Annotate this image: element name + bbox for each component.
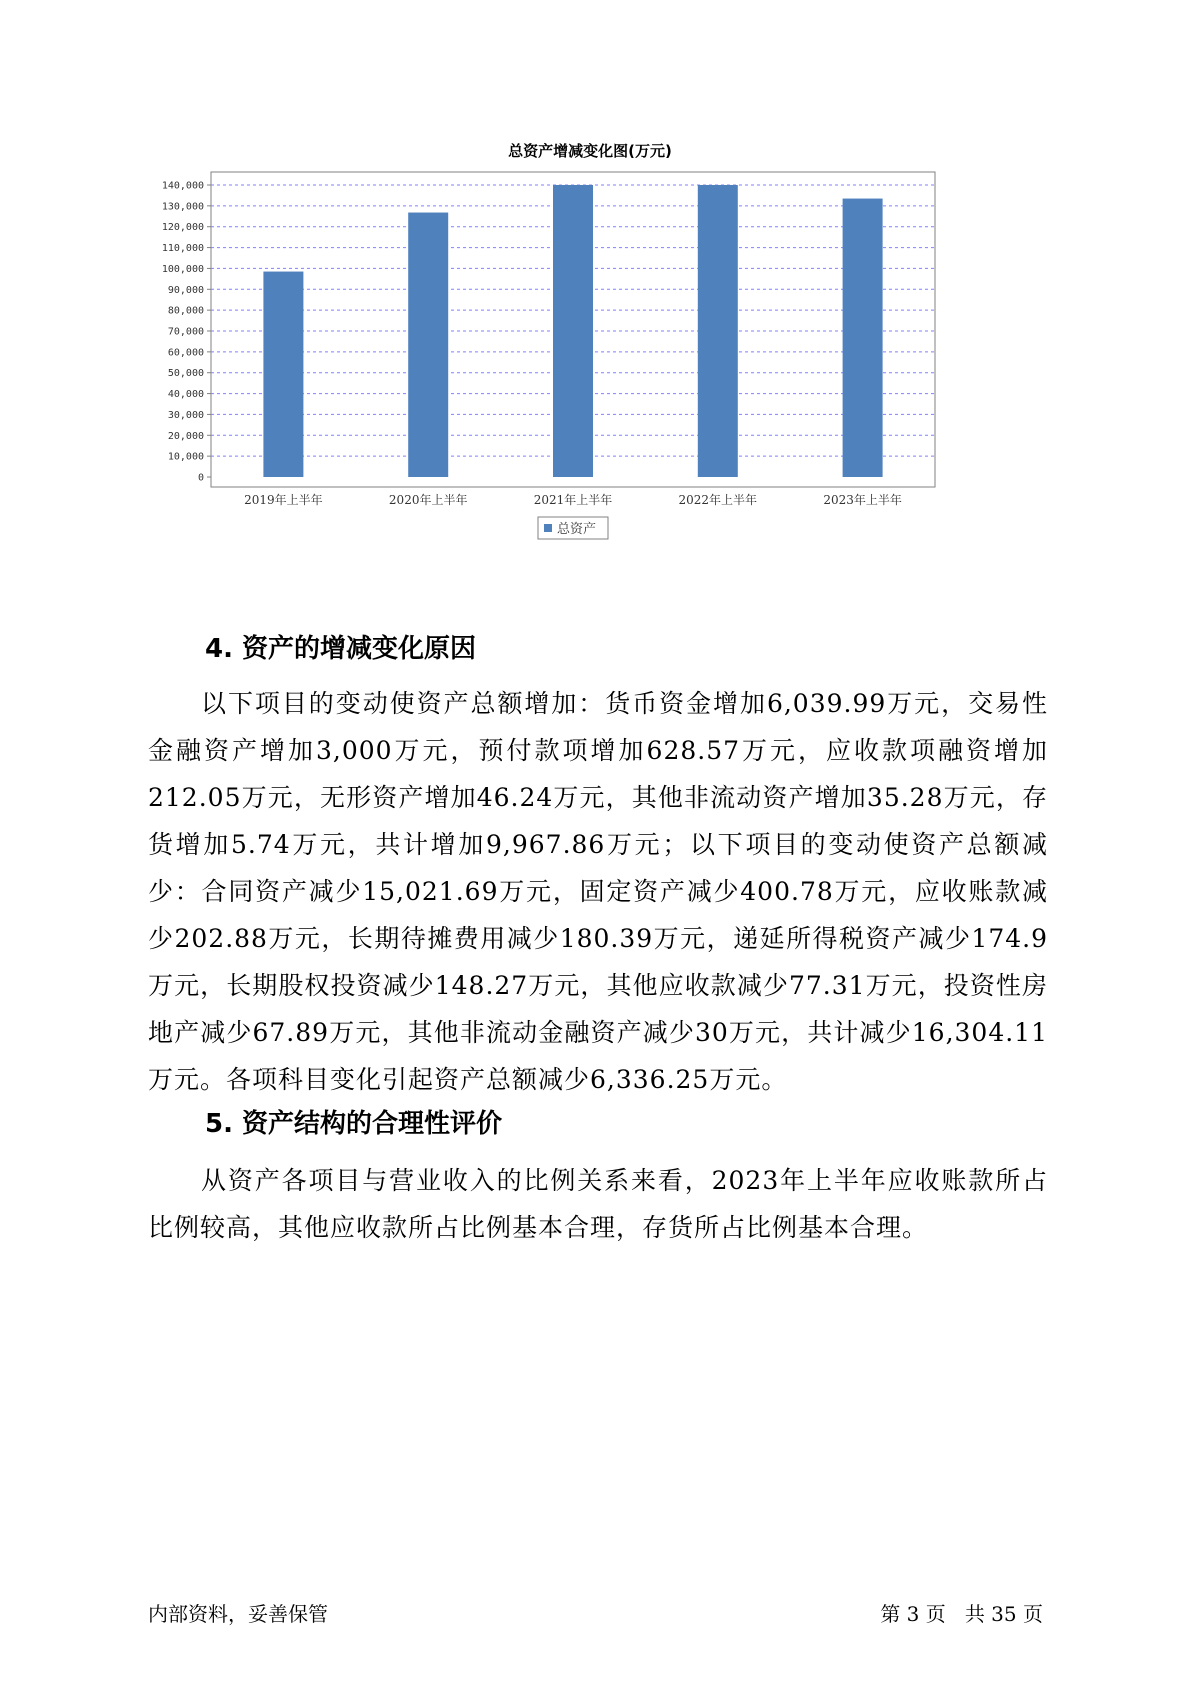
bar-2019年上半年 [263,272,303,477]
section-heading-asset-structure: 5. 资产结构的合理性评价 [205,1109,503,1139]
bar-2022年上半年 [698,185,738,477]
y-tick-label: 20,000 [167,430,204,442]
x-tick-label: 2023年上半年 [823,493,902,507]
y-tick-label: 130,000 [161,201,204,213]
x-tick-label: 2020年上半年 [388,493,468,507]
y-tick-label: 60,000 [167,347,204,359]
legend-swatch [544,524,552,532]
y-tick-label: 110,000 [161,243,204,255]
asset-change-reasons-paragraph: 以下项目的变动使资产总额增加：货币资金增加6,039.99万元，交易性金融资产增加3,000万元，预付款项增加628.57万元，应收款项融资增加212.05万元，无形资产增加46.24万元，其他非流动资产增加35.28万元，存货增加5.74万元，共计增加9,967.86万元；以下项目的变动使资产总额减少：合同资产减少15,021.69万元，固定资产减少400.78万元，应收账款减少202.88万元，长期待摊费用减少180.39万元，递延所得税资产减少174.9万元，长期股权投资减少148.27万元，其他应收款减少77.31万元，投资性房地产减少67.89万元，其他非流动金融资产减少30万元，共计减少16,304.11万元。各项科目变化引起资产总额减少6,336.25万元。 [148,689,1048,1094]
y-tick-label: 10,000 [167,451,204,463]
bar-2023年上半年 [843,199,883,477]
y-tick-label: 90,000 [167,284,204,296]
bar-2021年上半年 [553,185,593,477]
bar-2020年上半年 [408,213,448,477]
chart-title: 总资产增减变化图(万元) [508,142,672,160]
x-tick-label: 2021年上半年 [533,493,613,507]
y-tick-label: 30,000 [167,409,204,421]
x-tick-label: 2022年上半年 [678,493,758,507]
y-tick-label: 100,000 [161,263,204,275]
y-tick-label: 0 [197,472,204,484]
x-tick-label: 2019年上半年 [244,493,323,507]
y-tick-label: 140,000 [161,180,204,192]
footer-confidential-note: 内部资料，妥善保管 [148,1602,328,1626]
legend-label: 总资产 [557,522,597,537]
y-tick-label: 50,000 [167,368,204,380]
y-tick-label: 40,000 [167,389,204,401]
total-assets-chart [160,140,1020,600]
y-tick-label: 70,000 [167,326,204,338]
section-heading-asset-change-reasons: 4. 资产的增减变化原因 [205,634,477,664]
footer-page-number: 第 3 页 共 35 页 [880,1602,1043,1626]
chart-svg [160,140,1020,600]
y-tick-label: 80,000 [167,305,204,317]
asset-structure-paragraph: 从资产各项目与营业收入的比例关系来看，2023年上半年应收账款所占比例较高，其他应收款所占比例基本合理，存货所占比例基本合理。 [148,1166,1048,1242]
y-tick-label: 120,000 [161,222,204,234]
